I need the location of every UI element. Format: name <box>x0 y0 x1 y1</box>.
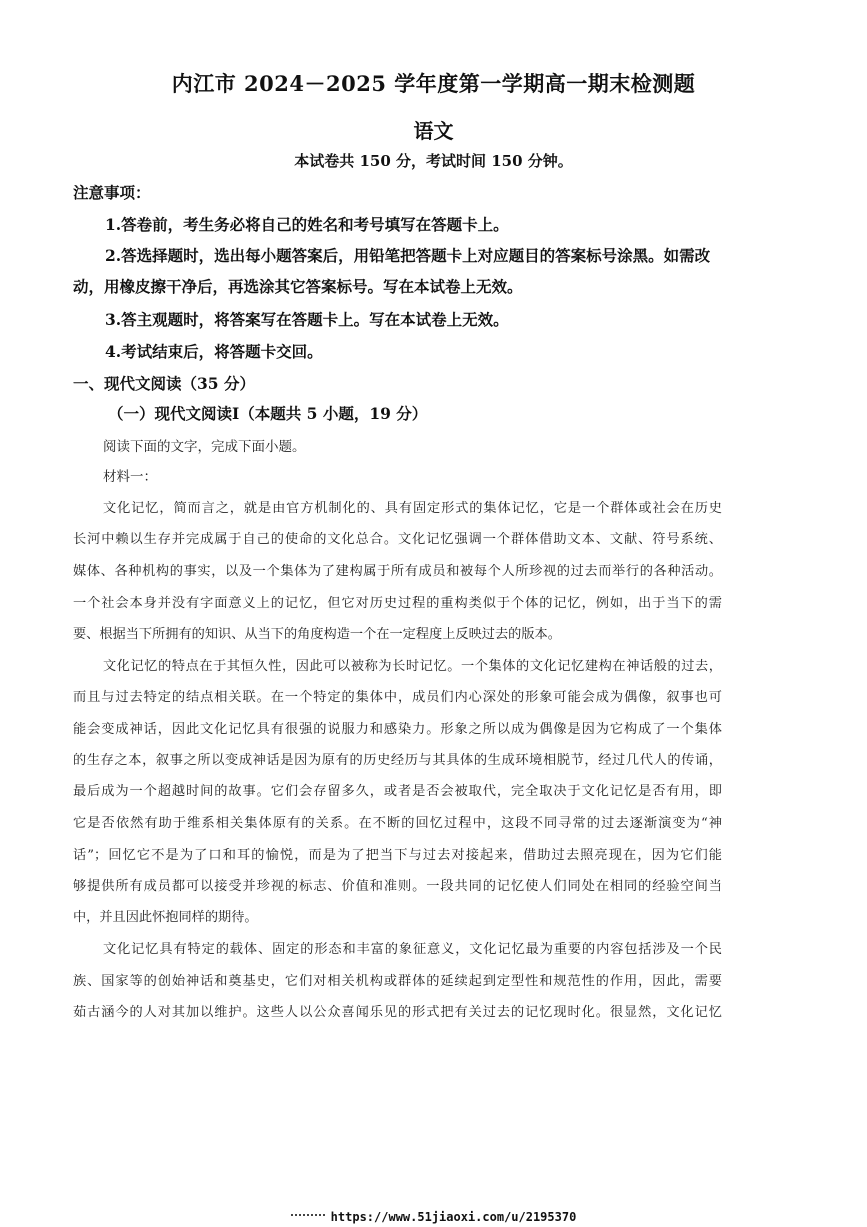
passage-line: 它是否依然有助于维系相关集体原有的关系。在不断的回忆过程中，这段不同寻常的过去逐渐演变为“神 <box>73 816 722 831</box>
note-item-1: 1.答卷前，考生务必将自己的姓名和考号填写在答题卡上。 <box>105 215 509 234</box>
passage-line: 的生存之本，叙事之所以变成神话是因为原有的历史经历与其具体的生成环境相脱节，经过几代人的传诵， <box>73 753 722 768</box>
exam-title: 内江市 2024－2025 学年度第一学期高一期末检测题 <box>171 71 696 96</box>
passage-line: 要、根据当下所拥有的知识、从当下的角度构造一个在一定程度上反映过去的版本。 <box>73 627 561 642</box>
passage-line: 茹古涵今的人对其加以维护。这些人以公众喜闻乐见的形式把有关过去的记忆现时化。很显然，文化记忆 <box>73 1005 722 1020</box>
passage-line: 最后成为一个超越时间的故事。它们会存留多久，或者是否会被取代，完全取决于文化记忆是否有用，即 <box>73 784 722 799</box>
passage-line: 长河中赖以生存并完成属于自己的使命的文化总合。文化记忆强调一个群体借助文本、文献、符号系统、 <box>73 532 722 547</box>
passage-line: 文化记忆的特点在于其恒久性，因此可以被称为长时记忆。一个集体的文化记忆建构在神话般的过去， <box>103 659 722 674</box>
passage-line: 媒体、各种机构的事实，以及一个集体为了建构属于所有成员和被每个人所珍视的过去而举行的各种活动。 <box>73 564 722 579</box>
passage-line: 中，并且因此怀抱同样的期待。 <box>73 910 258 925</box>
passage-line: 能会变成神话，因此文化记忆具有很强的说服力和感染力。形象之所以成为偶像是因为它构成了一个集体 <box>73 722 722 737</box>
passage-line: 而且与过去特定的结点相关联。在一个特定的集体中，成员们内心深处的形象可能会成为偶像，叙事也可 <box>73 690 722 705</box>
material-label: 材料一： <box>103 469 157 485</box>
subject-title: 语文 <box>413 119 454 143</box>
reading-instruction: 阅读下面的文字，完成下面小题。 <box>103 439 306 455</box>
passage-line: 文化记忆具有特定的载体、固定的形态和丰富的象征意义，文化记忆最为重要的内容包括涉及一个民 <box>103 942 722 957</box>
section-heading: 一、现代文阅读（35 分） <box>73 374 255 393</box>
subsection-heading: （一）现代文阅读Ⅰ（本题共 5 小题，19 分） <box>108 404 428 423</box>
passage-line: 文化记忆，简而言之，就是由官方机制化的、具有固定形式的集体记忆，它是一个群体或社会在历史 <box>103 501 722 516</box>
passage-line: 族、国家等的创始神话和奠基史，它们对相关机构或群体的延续起到定型性和规范性的作用，因此，需要 <box>73 974 722 989</box>
note-item-2-line-1: 2.答选择题时，选出每小题答案后，用铅笔把答题卡上对应题目的答案标号涂黑。如需改 <box>105 246 711 265</box>
passage-line: 话”；回忆它不是为了口和耳的愉悦，而是为了把当下与过去对接起来，借助过去照亮现在，因为它们能 <box>73 848 722 863</box>
footer-url[interactable]: https://www.51jiaoxi.com/u/2195370 <box>330 1210 577 1224</box>
notes-heading: 注意事项： <box>73 183 151 202</box>
exam-info: 本试卷共 150 分，考试时间 150 分钟。 <box>294 152 573 170</box>
passage-line: 够提供所有成员都可以接受并珍视的标志、价值和准则。一段共同的记忆使人们同处在相同的经验空间当 <box>73 879 722 894</box>
footer-marks <box>291 1214 325 1222</box>
passage-line: 一个社会本身并没有字面意义上的记忆，但它对历史过程的重构类似于个体的记忆，例如，出于当下的需 <box>73 596 722 611</box>
note-item-4: 4.考试结束后，将答题卡交回。 <box>105 342 323 361</box>
note-item-2-line-2: 动，用橡皮擦干净后，再选涂其它答案标号。写在本试卷上无效。 <box>73 277 523 296</box>
note-item-3: 3.答主观题时，将答案写在答题卡上。写在本试卷上无效。 <box>105 310 509 329</box>
page-footer <box>0 1210 867 1224</box>
